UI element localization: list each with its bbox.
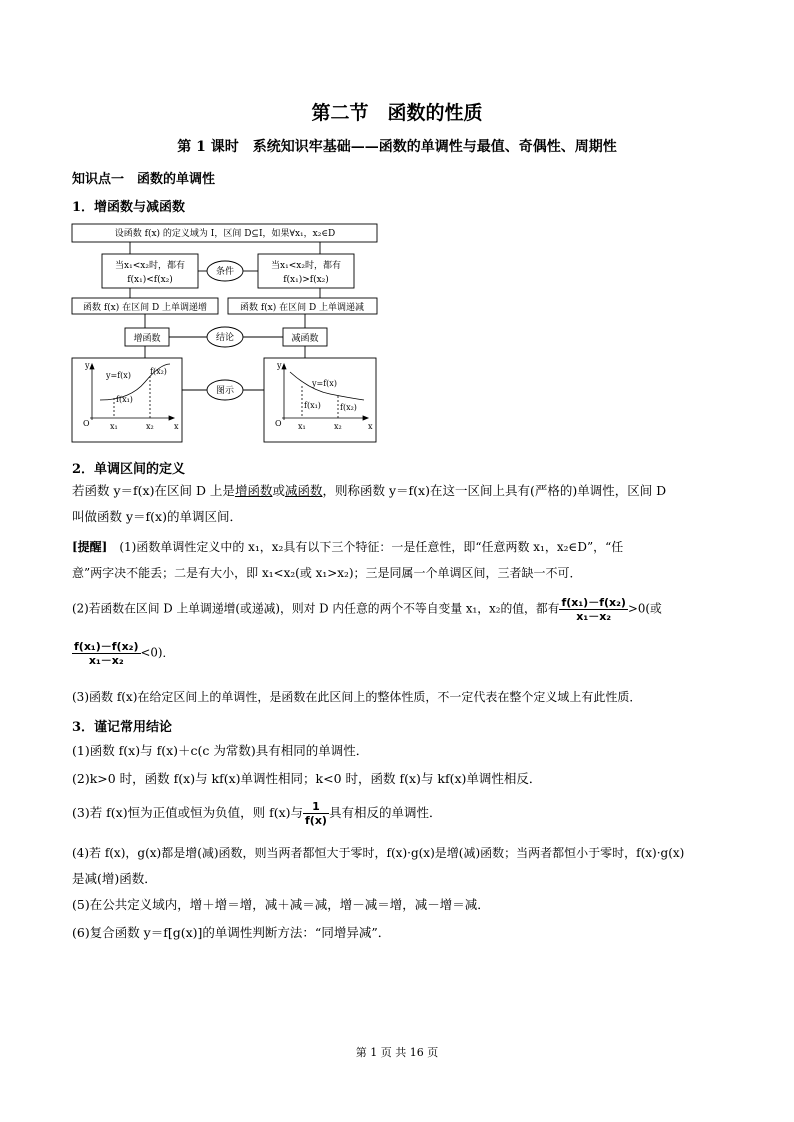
tip-2-line2: [72, 640, 174, 667]
def-or: 或: [272, 483, 285, 498]
lesson-subtitle: 第 1 课时 系统知识牢基础——函数的单调性与最值、奇偶性、周期性: [177, 139, 617, 155]
left-graph-x1: x₁: [110, 422, 118, 431]
dec-func-label: 减函数: [291, 334, 319, 344]
left-graph-x-label: x: [174, 422, 179, 431]
page-title: 第二节 函数的性质: [311, 102, 483, 124]
def-text-a: 若函数 y＝f(x)在区间 D 上是: [72, 483, 235, 498]
tip-1-line1: [72, 538, 732, 556]
conclusion-5: (5)在公共定义域内，增＋增＝增，减＋减＝减，增－减＝增，减－增＝减．: [72, 897, 490, 912]
right-graph-y-label: y: [277, 361, 282, 370]
left-graph-curve-label: y=f(x): [106, 371, 131, 380]
right-graph-origin: O: [275, 419, 282, 428]
reciprocal-denominator: f(x): [305, 814, 327, 827]
left-graph-x2: x₂: [146, 422, 154, 431]
monotonic-interval-definition: [72, 482, 732, 500]
fraction-numerator: f(x₁)－f(x₂): [561, 596, 626, 609]
condition-left-line2: f(x₁)<f(x₂): [127, 275, 173, 285]
c3-text-a: (3)若 f(x)恒为正值或恒为负值，则 f(x)与: [72, 805, 304, 820]
tip-1-text-a: (1)函数单调性定义中的 x₁，x₂具有以下三个特征：一是任意性，即“任意两数 x₁，x₂∈D”，“任: [107, 540, 624, 554]
right-graph-x2: x₂: [334, 422, 342, 431]
condition-left-line1: 当x₁<x₂时，都有: [115, 261, 185, 271]
page-footer: 第 1 页 共 16 页: [355, 1046, 439, 1059]
conclusion-6: (6)复合函数 y＝f[g(x)]的单调性判断方法：“同增异减”．: [72, 925, 391, 940]
fraction-numerator-2: f(x₁)－f(x₂): [74, 640, 139, 653]
condition-right-line1: 当x₁<x₂时，都有: [271, 261, 341, 271]
right-graph-x1: x₁: [298, 422, 306, 431]
condition-right-line2: f(x₁)>f(x₂): [283, 275, 329, 285]
figure-oval-label: 图示: [215, 386, 235, 396]
reciprocal-numerator: 1: [303, 800, 329, 814]
def-dec-underlined: 减函数: [284, 483, 323, 498]
section-1-heading: 1．增函数与减函数: [72, 200, 186, 215]
conclusion-4-line2: 是减(增)函数．: [72, 871, 157, 886]
conclusion-1: (1)函数 f(x)与 f(x)＋c(c 为常数)具有相同的单调性．: [72, 743, 369, 758]
tip-2-text-b: >0(或: [627, 601, 662, 616]
inc-func-label: 增函数: [133, 334, 161, 344]
left-graph-fx2: f(x₂): [150, 367, 167, 376]
right-graph-x-label: x: [368, 422, 373, 431]
tip-2-line1: [72, 596, 742, 623]
conclusion-2: (2)k>0 时，函数 f(x)与 kf(x)单调性相同；k<0 时，函数 f(x)与 kf(x)单调性相反．: [72, 771, 542, 786]
definition-text: 设函数 f(x) 的定义域为 I，区间 D⊆I，如果∀x₁，x₂∈D: [114, 229, 336, 239]
tip-2-text-c: <0)．: [140, 645, 175, 660]
conclusion-3: [72, 800, 441, 827]
tip-3: (3)函数 f(x)在给定区间上的单调性，是函数在此区间上的整体性质，不一定代表在整个定义域上有此性质．: [72, 690, 642, 704]
mono-right-text: 函数 f(x) 在区间 D 上单调递减: [239, 303, 365, 313]
condition-oval-label: 条件: [215, 267, 235, 277]
graph-box-right: [264, 358, 376, 442]
difference-quotient-fraction: [559, 596, 628, 623]
difference-quotient-fraction-2: [72, 640, 141, 667]
mono-left-text: 函数 f(x) 在区间 D 上单调递增: [82, 303, 208, 313]
left-graph-origin: O: [83, 419, 90, 428]
tip-1-line2: 意”两字决不能丢；二是有大小，即 x₁<x₂(或 x₁>x₂)；三是同属一个单调区间，三者缺一不可．: [72, 566, 582, 580]
knowledge-point-heading: 知识点一 函数的单调性: [72, 172, 216, 187]
right-graph-fx2: f(x₂): [340, 403, 357, 412]
reciprocal-fraction: [303, 800, 329, 827]
def-text-b: ，则称函数 y＝f(x)在这一区间上具有(严格的)单调性，区间 D: [322, 483, 667, 498]
def-text-c: 叫做函数 y＝f(x)的单调区间．: [72, 509, 242, 524]
c3-text-b: 具有相反的单调性．: [328, 805, 442, 820]
def-inc-underlined: 增函数: [234, 483, 273, 498]
left-graph-fx1: f(x₁): [116, 395, 133, 404]
conclusion-oval-label: 结论: [215, 333, 235, 343]
tip-label: [提醒]: [72, 540, 108, 554]
monotonicity-diagram: [70, 222, 380, 444]
fraction-denominator-2: x₁－x₂: [88, 654, 124, 667]
left-graph-y-label: y: [85, 361, 90, 370]
section-2-heading: 2．单调区间的定义: [72, 462, 186, 477]
right-graph-curve-label: y=f(x): [312, 379, 337, 388]
tip-2-text-a: (2)若函数在区间 D 上单调递增(或递减)，则对 D 内任意的两个不等自变量 x₁，x₂的值，都有: [72, 601, 560, 616]
section-3-heading: 3．谨记常用结论: [72, 720, 173, 735]
fraction-denominator: x₁－x₂: [576, 610, 612, 623]
right-graph-fx1: f(x₁): [304, 401, 321, 410]
conclusion-4-line1: (4)若 f(x)，g(x)都是增(减)函数，则当两者都恒大于零时，f(x)·g(x)是增(减)函数；当两者都恒小于零时，f(x)·g(x): [72, 846, 685, 860]
